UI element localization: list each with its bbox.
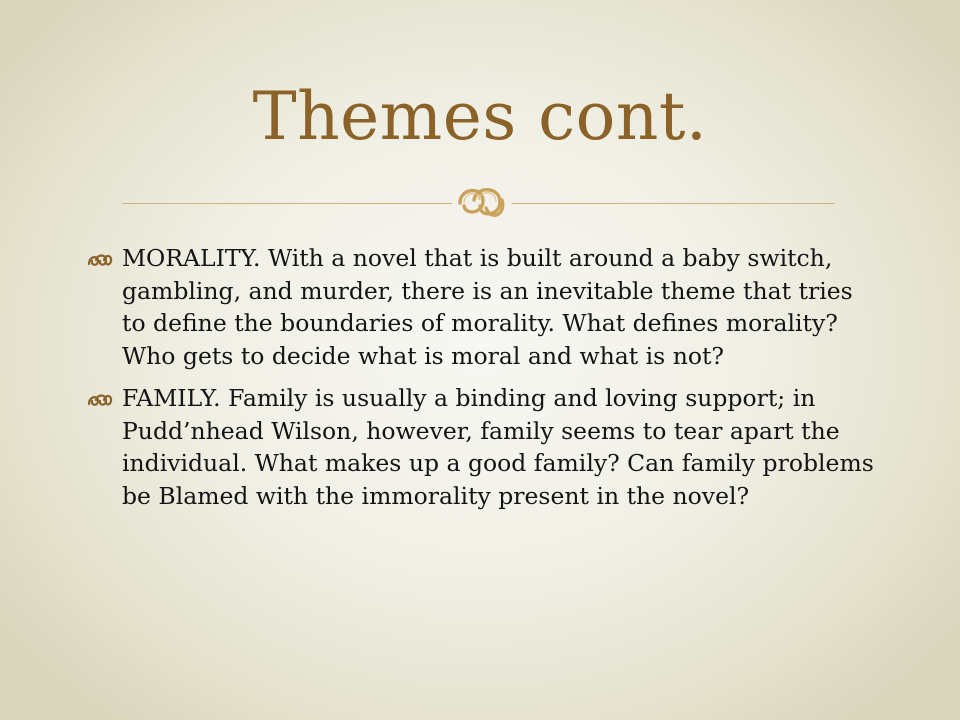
bullet-item-family xyxy=(86,382,876,512)
ornamental-loop-bullet-icon xyxy=(86,391,114,409)
title-divider-left xyxy=(122,203,452,204)
bullet-text-family: FAMILY. Family is usually a binding and loving support; in Pudd’nhead Wilson, however, family seems to tear apart the individual. What makes up a good family? Can family problems be Blamed with the immorality present in the novel? xyxy=(122,384,874,510)
ornamental-loop-bullet-icon xyxy=(86,251,114,269)
bullet-item-morality xyxy=(86,242,876,372)
interlocked-rings-ornament-icon xyxy=(452,178,512,228)
slide-title: Themes cont. xyxy=(252,78,708,155)
bullet-text-morality: MORALITY. With a novel that is built around a baby switch, gambling, and murder, there is an inevitable theme that tries to define the boundaries of morality. What defines morality? Who gets to decide what is moral and what is not? xyxy=(122,244,853,370)
bullet-list xyxy=(86,242,876,522)
title-divider-right xyxy=(512,203,835,204)
